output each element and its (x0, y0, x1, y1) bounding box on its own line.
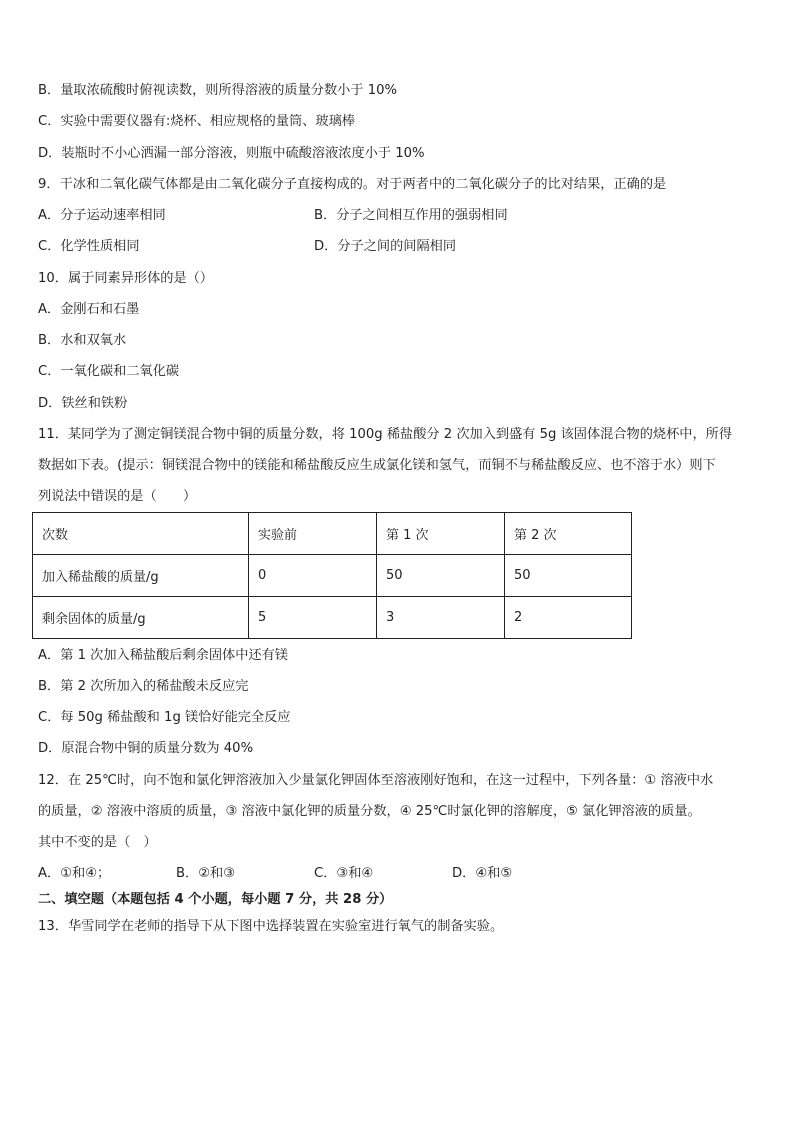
q11-stem-line2: 数据如下表。(提示：铜镁混合物中的镁能和稀盐酸反应生成氯化镁和氢气，而铜不与稀盐酸反应、也不溶于水）则下 (38, 458, 716, 473)
q8-option-d: D．装瓶时不小心洒漏一部分溶液，则瓶中硫酸溶液浓度小于 10% (38, 146, 425, 161)
q10-option-a: A．金刚石和石墨 (38, 302, 140, 317)
table-cell: 5 (249, 597, 377, 639)
table-row (33, 555, 632, 597)
q10-option-c: C．一氧化碳和二氧化碳 (38, 364, 180, 379)
table-header-cell: 第 2 次 (505, 513, 632, 555)
q9-stem: 9．干冰和二氧化碳气体都是由二氧化碳分子直接构成的。对于两者中的二氧化碳分子的比对结果，正确的是 (38, 177, 667, 192)
section-heading: 二、填空题（本题包括 4 个小题，每小题 7 分，共 28 分） (38, 892, 393, 907)
q11-option-d: D．原混合物中铜的质量分数为 40% (38, 741, 254, 756)
q13-stem: 13．华雪同学在老师的指导下从下图中选择装置在实验室进行氧气的制备实验。 (38, 919, 504, 934)
q12-option-c: C．③和④ (314, 866, 374, 881)
q9-option-c: C．化学性质相同 (38, 239, 140, 254)
q9-option-d: D．分子之间的间隔相同 (314, 239, 457, 254)
q11-stem-line1: 11．某同学为了测定铜镁混合物中铜的质量分数，将 100g 稀盐酸分 2 次加入到盛有 5g 该固体混合物的烧杯中，所得 (38, 427, 733, 442)
q8-option-b: B．量取浓硫酸时俯视读数，则所得溶液的质量分数小于 10% (38, 83, 398, 98)
table-cell: 加入稀盐酸的质量/g (33, 555, 249, 597)
table-header-cell: 实验前 (249, 513, 377, 555)
q12-option-d: D．④和⑤ (452, 866, 513, 881)
q11-option-b: B．第 2 次所加入的稀盐酸未反应完 (38, 679, 249, 694)
table-cell: 2 (505, 597, 632, 639)
q12-stem-line2: 的质量，② 溶液中溶质的质量，③ 溶液中氯化钾的质量分数，④ 25℃时氯化钾的溶解度，⑤ 氯化钾溶液的质量。 (38, 804, 701, 819)
q10-option-d: D．铁丝和铁粉 (38, 396, 128, 411)
q10-option-b: B．水和双氧水 (38, 333, 127, 348)
q12-option-a: A．①和④； (38, 866, 111, 881)
table-header-cell: 第 1 次 (377, 513, 505, 555)
q10-stem: 10．属于同素异形体的是（） (38, 271, 214, 286)
table-header-cell: 次数 (33, 513, 249, 555)
table-cell: 50 (505, 555, 632, 597)
q9-option-a: A．分子运动速率相同 (38, 208, 166, 223)
q12-stem-line3: 其中不变的是（ ） (38, 835, 157, 850)
q12-stem-line1: 12．在 25℃时，向不饱和氯化钾溶液加入少量氯化钾固体至溶液刚好饱和，在这一过程中，下列各量：① 溶液中水 (38, 773, 714, 788)
q11-stem-line3: 列说法中错误的是（ ） (38, 489, 197, 504)
table-cell: 3 (377, 597, 505, 639)
table-cell: 0 (249, 555, 377, 597)
q11-option-c: C．每 50g 稀盐酸和 1g 镁恰好能完全反应 (38, 710, 291, 725)
table-cell: 剩余固体的质量/g (33, 597, 249, 639)
q11-option-a: A．第 1 次加入稀盐酸后剩余固体中还有镁 (38, 648, 288, 663)
q11-data-table (32, 512, 632, 639)
table-header-row (33, 513, 632, 555)
q12-option-b: B．②和③ (176, 866, 236, 881)
q8-option-c: C．实验中需要仪器有:烧杯、相应规格的量筒、玻璃棒 (38, 114, 355, 129)
q9-option-b: B．分子之间相互作用的强弱相同 (314, 208, 508, 223)
table-cell: 50 (377, 555, 505, 597)
table-row (33, 597, 632, 639)
